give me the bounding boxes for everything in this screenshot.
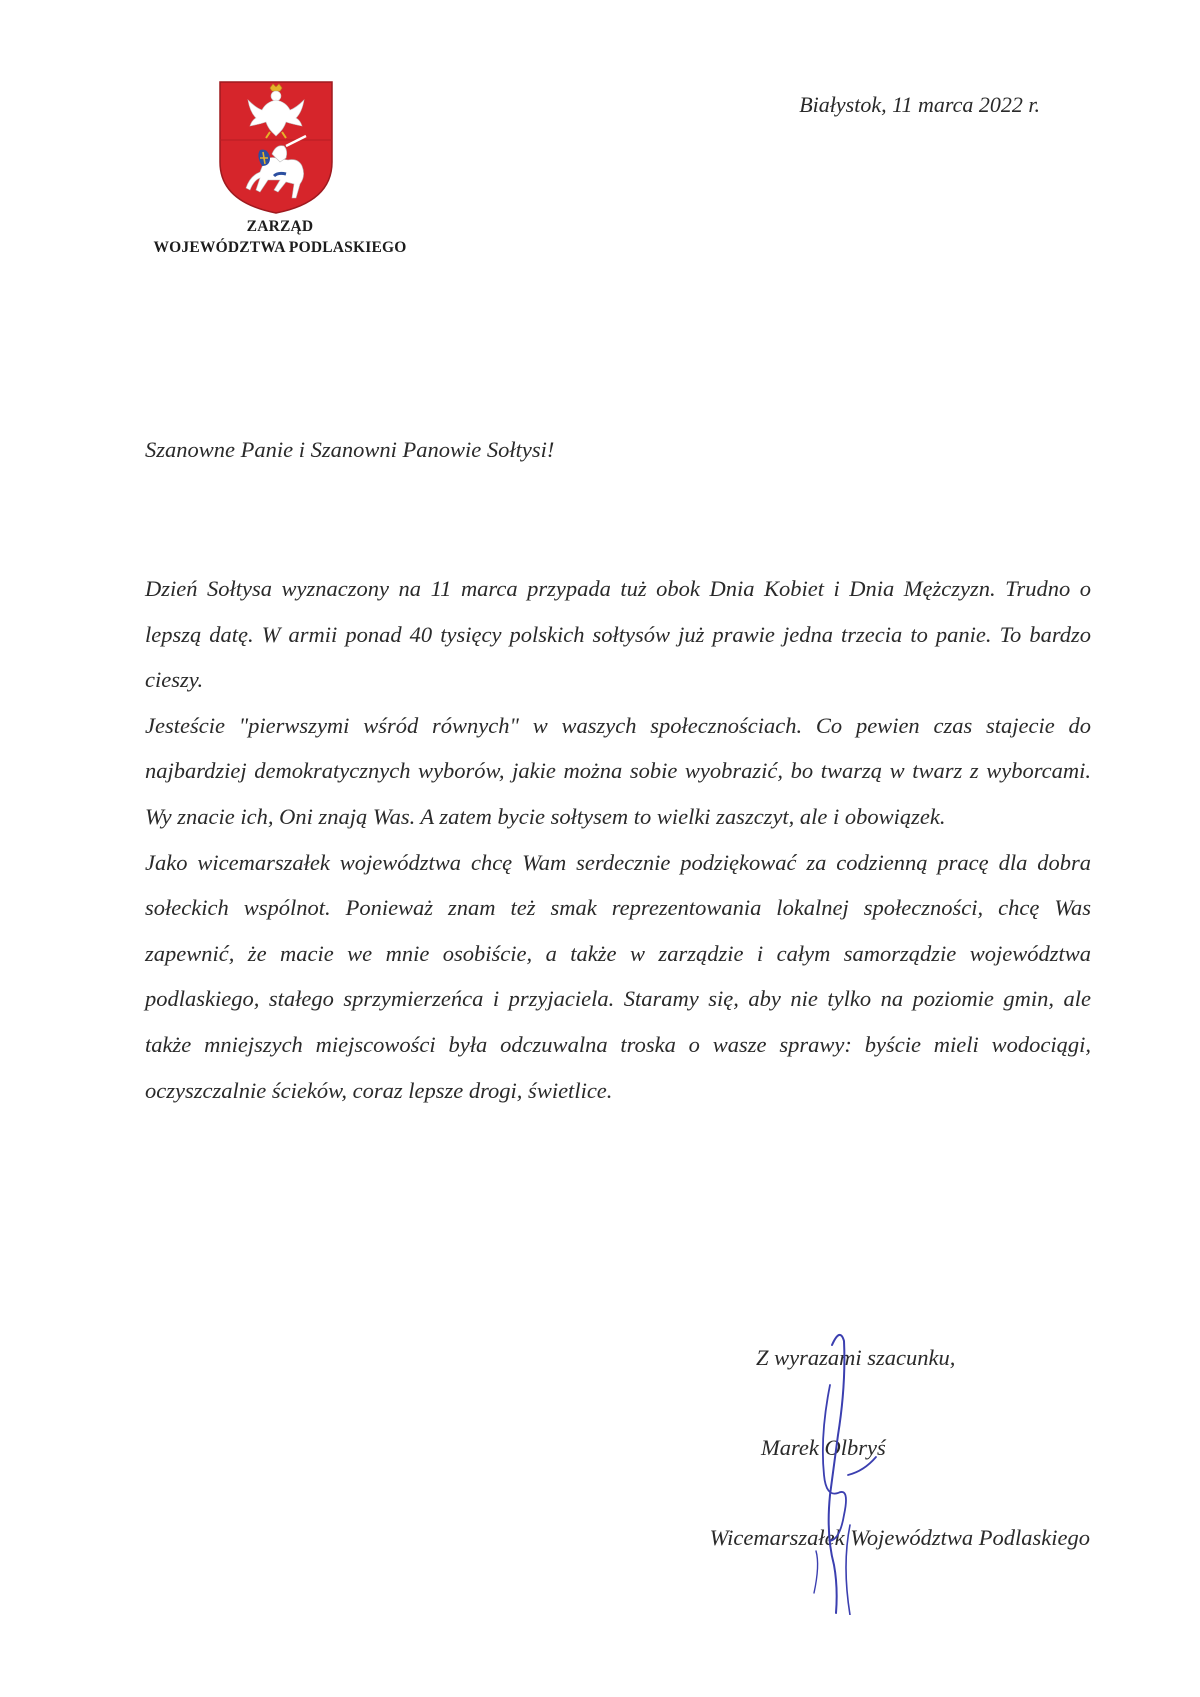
body-paragraph: Jako wicemarszałek województwa chcę Wam serdecznie podziękować za codzienną pracę dla dobra sołeckich wspólnot. Ponieważ znam też smak reprezentowania lokalnej społeczności, chcę Was zapewnić, że macie we mnie osobiście, a także w zarządzie i całym samorządzie województwa podlaskiego, stałego sprzymierzeńca i przyjaciela. Staramy się, aby nie tylko na poziomie gmin, ale także mniejszych miejscowości była odczuwalna troska o wasze sprawy: byście mieli wodociągi, oczyszczalnie ścieków, coraz lepsze drogi, świetlice.	[145, 849, 1091, 1103]
institution-name	[110, 216, 450, 258]
closing-phrase: Z wyrazami szacunku,	[756, 1345, 956, 1370]
letter-body	[145, 566, 1091, 1113]
institution-line-2: WOJEWÓDZTWA PODLASKIEGO	[153, 239, 407, 256]
body-paragraph: Dzień Sołtysa wyznaczony na 11 marca przypada tuż obok Dnia Kobiet i Dnia Mężczyzn. Trudno o lepszą datę. W armii ponad 40 tysięcy polskich sołtysów już prawie jedna trzecia to panie. To bardzo cieszy.	[145, 576, 1091, 693]
signer-name: Marek Olbryś	[761, 1435, 886, 1460]
institution-line-1: ZARZĄD	[246, 218, 314, 235]
signer-title: Wicemarszałek Województwa Podlaskiego	[709, 1525, 1090, 1550]
salutation: Szanowne Panie i Szanowni Panowie Sołtysi!	[145, 437, 555, 462]
body-paragraph: Jesteście "pierwszymi wśród równych" w waszych społecznościach. Co pewien czas stajecie do najbardziej demokratycznych wyborów, jakie można sobie wyobrazić, bo twarzą w twarz z wyborcami. Wy znacie ich, Oni znają Was. A zatem bycie sołtysem to wielki zaszczyt, ale i obowiązek.	[145, 712, 1091, 829]
coat-of-arms-icon	[216, 80, 336, 215]
place-and-date: Białystok, 11 marca 2022 r.	[799, 92, 1040, 117]
